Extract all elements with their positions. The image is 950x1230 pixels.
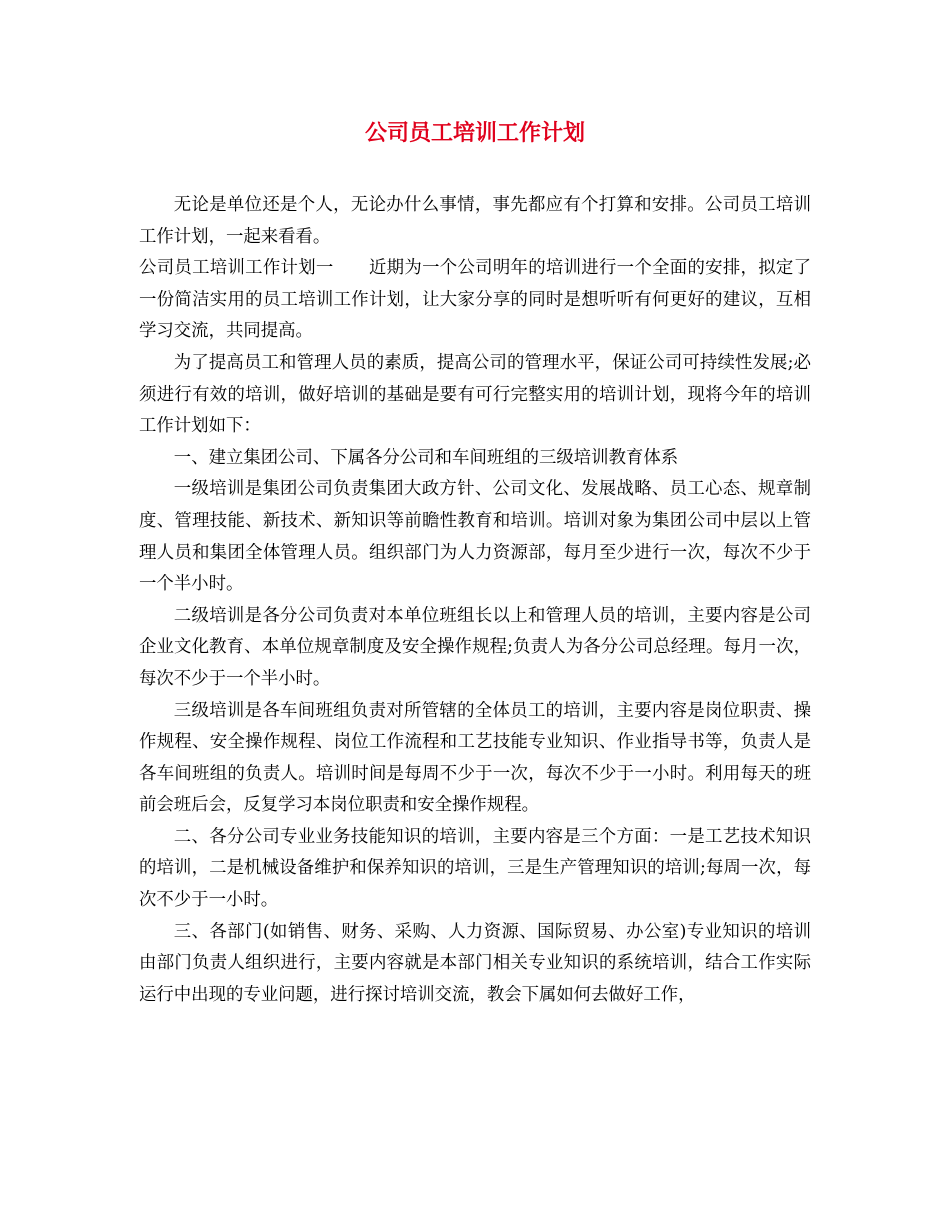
paragraph-level-three: 三级培训是各车间班组负责对所管辖的全体员工的培训，主要内容是岗位职责、操作规程、安全操作规程、岗位工作流程和工艺技能专业知识、作业指导书等，负责人是各车间班组的负责人。培训时间是每周不少于一次，每次不少于一小时。利用每天的班前会班后会，反复学习本岗位职责和安全操作规程。 xyxy=(139,700,811,816)
paragraph-level-two: 二级培训是各分公司负责对本单位班组长以上和管理人员的培训，主要内容是公司企业文化教育、本单位规章制度及安全操作规程;负责人为各分公司总经理。每月一次，每次不少于一个半小时。 xyxy=(139,605,811,689)
paragraph-section-one-heading: 一、建立集团公司、下属各分公司和车间班组的三级培训教育体系 xyxy=(173,447,679,468)
document-title: 公司员工培训工作计划 xyxy=(364,121,585,146)
paragraph-section-two: 二、各分公司专业业务技能知识的培训，主要内容是三个方面：一是工艺技术知识的培训，二是机械设备维护和保养知识的培训，三是生产管理知识的培训;每周一次，每次不少于一小时。 xyxy=(139,826,811,911)
document-body xyxy=(139,190,811,1011)
paragraph-section-three: 三、各部门(如销售、财务、采购、人力资源、国际贸易、办公室)专业知识的培训由部门负责人组织进行，主要内容就是本部门相关专业知识的系统培训，结合工作实际运行中出现的专业问题，进行探讨培训交流，教会下属如何去做好工作， xyxy=(139,921,811,1005)
paragraph-plan-one: 公司员工培训工作计划一 近期为一个公司明年的培训进行一个全面的安排，拟定了一份简洁实用的员工培训工作计划，让大家分享的同时是想听听有何更好的建议，互相学习交流，共同提高。 xyxy=(139,258,811,342)
paragraph-purpose: 为了提高员工和管理人员的素质，提高公司的管理水平，保证公司可持续性发展;必须进行有效的培训，做好培训的基础是要有可行完整实用的培训计划，现将今年的培训工作计划如下： xyxy=(139,352,811,437)
paragraph-level-one: 一级培训是集团公司负责集团大政方针、公司文化、发展战略、员工心态、规章制度、管理技能、新技术、新知识等前瞻性教育和培训。培训对象为集团公司中层以上管理人员和集团全体管理人员。组织部门为人力资源部，每月至少进行一次，每次不少于一个半小时。 xyxy=(139,479,811,595)
paragraph-intro: 无论是单位还是个人，无论办什么事情，事先都应有个打算和安排。公司员工培训工作计划，一起来看看。 xyxy=(139,195,811,247)
